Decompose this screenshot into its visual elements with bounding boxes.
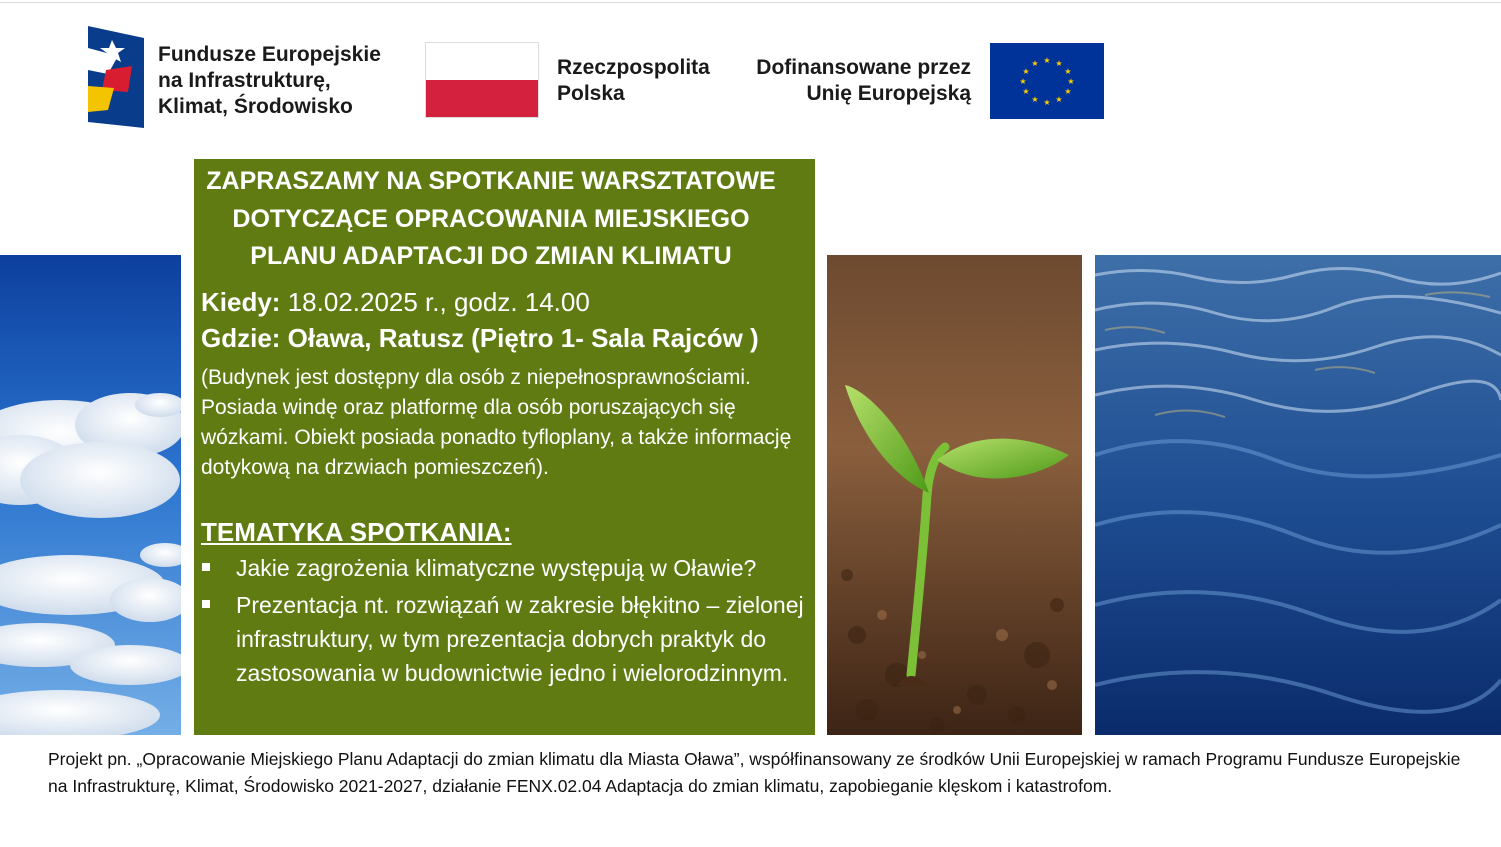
invitation-panel bbox=[194, 159, 815, 735]
project-footer-note: Projekt pn. „Opracowanie Miejskiego Planu Adaptacji do zmian klimatu dla Miasta Oława”, współfinansowany ze środków Unii Europejskiej w ramach Programu Fundusze Europejskie na Infrastrukturę, Klimat, Środowisko 2021-2027, działanie FENX.02.04 Adaptacja do zmian klimatu, zapobieganie klęskom i katastrofom. bbox=[48, 749, 1461, 796]
svg-text:★: ★ bbox=[1055, 59, 1063, 68]
bullet-icon bbox=[202, 563, 210, 571]
rp-line-2: Polska bbox=[557, 82, 625, 105]
when-label: Kiedy: bbox=[201, 287, 281, 317]
poland-flag bbox=[425, 42, 539, 118]
accessibility-note: (Budynek jest dostępny dla osób z niepełnosprawnościami. Posiada windę oraz platformę dla osób poruszających się wózkami. Obiekt posiada ponadto tyfloplany, a także informację dotykową na drzwiach pomieszczeń). bbox=[201, 366, 792, 479]
eu-funding-text bbox=[740, 55, 971, 107]
topics-list bbox=[194, 551, 815, 690]
heading-line-3: PLANU ADAPTACJI DO ZMIAN KLIMATU bbox=[250, 242, 732, 270]
svg-text:★: ★ bbox=[1022, 67, 1030, 76]
where-label: Gdzie: bbox=[201, 323, 281, 353]
svg-text:★: ★ bbox=[1031, 95, 1039, 104]
topic-item bbox=[194, 551, 815, 585]
fe-line-3: Klimat, Środowisko bbox=[158, 95, 353, 118]
svg-text:★: ★ bbox=[1067, 77, 1075, 86]
svg-text:★: ★ bbox=[1055, 95, 1063, 104]
fe-line-2: na Infrastrukturę, bbox=[158, 69, 331, 92]
fe-line-1: Fundusze Europejskie bbox=[158, 43, 381, 66]
invitation-heading bbox=[194, 163, 788, 276]
water-image bbox=[1095, 255, 1501, 735]
topics-title: TEMATYKA SPOTKANIA: bbox=[201, 517, 512, 547]
eu-flag bbox=[990, 43, 1104, 119]
eu-line-1: Dofinansowane przez bbox=[756, 56, 971, 79]
bullet-icon bbox=[202, 600, 210, 608]
svg-text:★: ★ bbox=[1019, 77, 1027, 86]
heading-line-1: ZAPRASZAMY NA SPOTKANIE WARSZTATOWE bbox=[206, 167, 776, 195]
event-date bbox=[201, 285, 590, 319]
svg-text:★: ★ bbox=[1022, 87, 1030, 96]
heading-line-2: DOTYCZĄCE OPRACOWANIA MIEJSKIEGO bbox=[232, 204, 750, 233]
svg-text:★: ★ bbox=[1064, 87, 1072, 96]
eu-line-2: Unię Europejską bbox=[806, 82, 971, 105]
when-value: 18.02.2025 r., godz. 14.00 bbox=[280, 287, 590, 317]
where-value: Oława, Ratusz (Piętro 1- Sala Rajców ) bbox=[280, 323, 759, 353]
svg-text:★: ★ bbox=[1043, 98, 1051, 107]
fundusze-europejskie-text bbox=[158, 42, 381, 120]
rzeczpospolita-text bbox=[557, 55, 710, 107]
sky-clouds-image bbox=[0, 255, 181, 735]
seedling-image bbox=[827, 255, 1082, 735]
svg-text:★: ★ bbox=[1043, 56, 1051, 65]
topic-text: Jakie zagrożenia klimatyczne występują w Oławie? bbox=[236, 555, 757, 581]
rp-line-1: Rzeczpospolita bbox=[557, 56, 710, 79]
topic-item bbox=[194, 588, 815, 690]
top-divider bbox=[0, 2, 1501, 3]
svg-text:★: ★ bbox=[1031, 59, 1039, 68]
topic-text: Prezentacja nt. rozwiązań w zakresie błękitno – zielonej infrastruktury, w tym prezentacja dobrych praktyk do zastosowania w budownictwie jedno i wielorodzinnym. bbox=[236, 592, 804, 686]
fundusze-europejskie-logo bbox=[88, 26, 144, 128]
svg-text:★: ★ bbox=[1064, 67, 1072, 76]
event-location bbox=[201, 321, 759, 355]
